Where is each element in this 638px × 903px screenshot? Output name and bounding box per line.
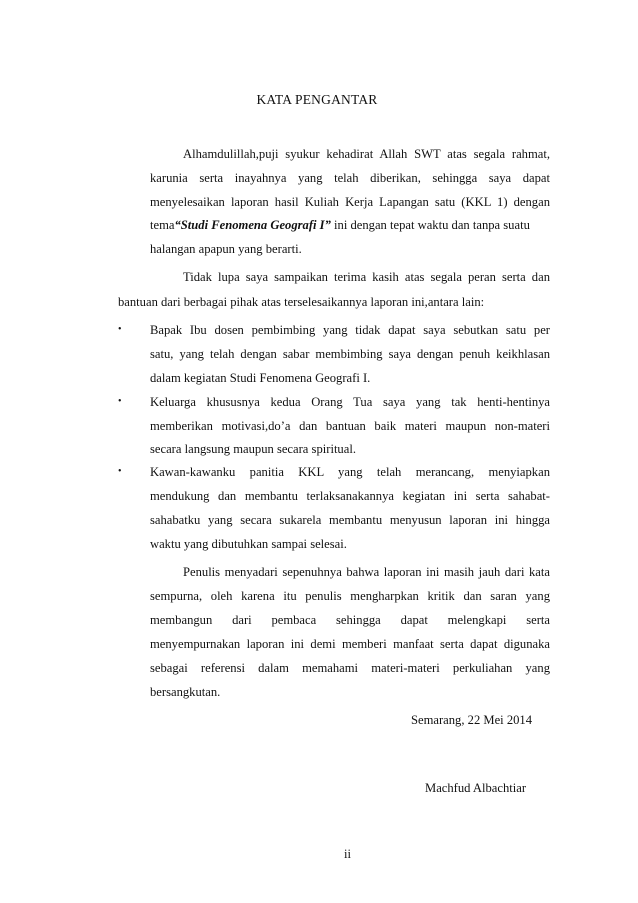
paragraph-3-line-6: bersangkutan. [150,685,221,699]
bullet-3-line-2: mendukung dan membantu terlaksanakannya kegiatan ini serta sahabat- [150,489,550,503]
bullet-1-line-2: satu, yang telah dengan sabar membimbing saya dengan penuh keikhlasan [150,347,550,361]
paragraph-1-line-4-suffix: ini dengan tepat waktu dan tanpa suatu [330,218,530,232]
bullet-2-line-3: secara langsung maupun secara spiritual. [150,442,356,456]
bullet-3-line-3: sahabatku yang secara sukarela membantu menyusun laporan ini hingga [150,513,550,527]
bullet-1-line-1: Bapak Ibu dosen pembimbing yang tidak dapat saya sebutkan satu per [150,323,550,337]
paragraph-1-line-2: karunia serta inayahnya yang telah diberikan, sehingga saya dapat [150,171,550,185]
paragraph-3-line-2: sempurna, oleh karena itu penulis mengharpkan kritik dan saran yang [150,589,550,603]
paragraph-1-line-4 [150,219,530,232]
bullet-2-line-1: Keluarga khususnya kedua Orang Tua saya yang tak henti-hentinya [150,395,550,409]
paragraph-1-line-3: menyelesaikan laporan hasil Kuliah Kerja Lapangan satu (KKL 1) dengan [150,195,550,209]
signature-name: Machfud Albachtiar [425,781,527,795]
bullet-1-line-3: dalam kegiatan Studi Fenomena Geografi I. [150,371,371,385]
paragraph-3-line-5: sebagai referensi dalam memahami materi-materi perkuliahan yang [150,661,550,675]
paragraph-2-line-1: Tidak lupa saya sampaikan terima kasih atas segala peran serta dan [183,270,550,284]
paragraph-1-theme-emphasis: “Studi Fenomena Geografi I” [174,218,331,232]
paragraph-1-line-1: Alhamdulillah,puji syukur kehadirat Allah SWT atas segala rahmat, [183,147,550,161]
bullet-3-line-1: Kawan-kawanku panitia KKL yang telah merancang, menyiapkan [150,465,550,479]
paragraph-3-line-3: membangun dari pembaca sehingga dapat melengkapi serta [150,613,550,627]
paragraph-1-line-5: halangan apapun yang berarti. [150,242,302,256]
paragraph-3-line-4: menyempurnakan laporan ini demi memberi manfaat serta dapat digunaka [150,637,550,651]
page-title: KATA PENGANTAR [256,92,378,107]
paragraph-3-line-1: Penulis menyadari sepenuhnya bahwa laporan ini masih jauh dari kata [183,565,550,579]
bullet-1-icon: • [118,324,122,335]
bullet-2-line-2: memberikan motivasi,do’a dan bantuan baik materi maupun non-materi [150,419,550,433]
page-number: ii [344,847,351,861]
paragraph-2-line-2: bantuan dari berbagai pihak atas terselesaikannya laporan ini,antara lain: [118,295,485,309]
bullet-3-icon: • [118,466,122,477]
bullet-3-line-4: waktu yang dibutuhkan sampai selesai. [150,537,347,551]
signature-place-date: Semarang, 22 Mei 2014 [411,713,533,727]
bullet-2-icon: • [118,396,122,407]
paragraph-1-line-4-prefix: tema [150,218,175,232]
